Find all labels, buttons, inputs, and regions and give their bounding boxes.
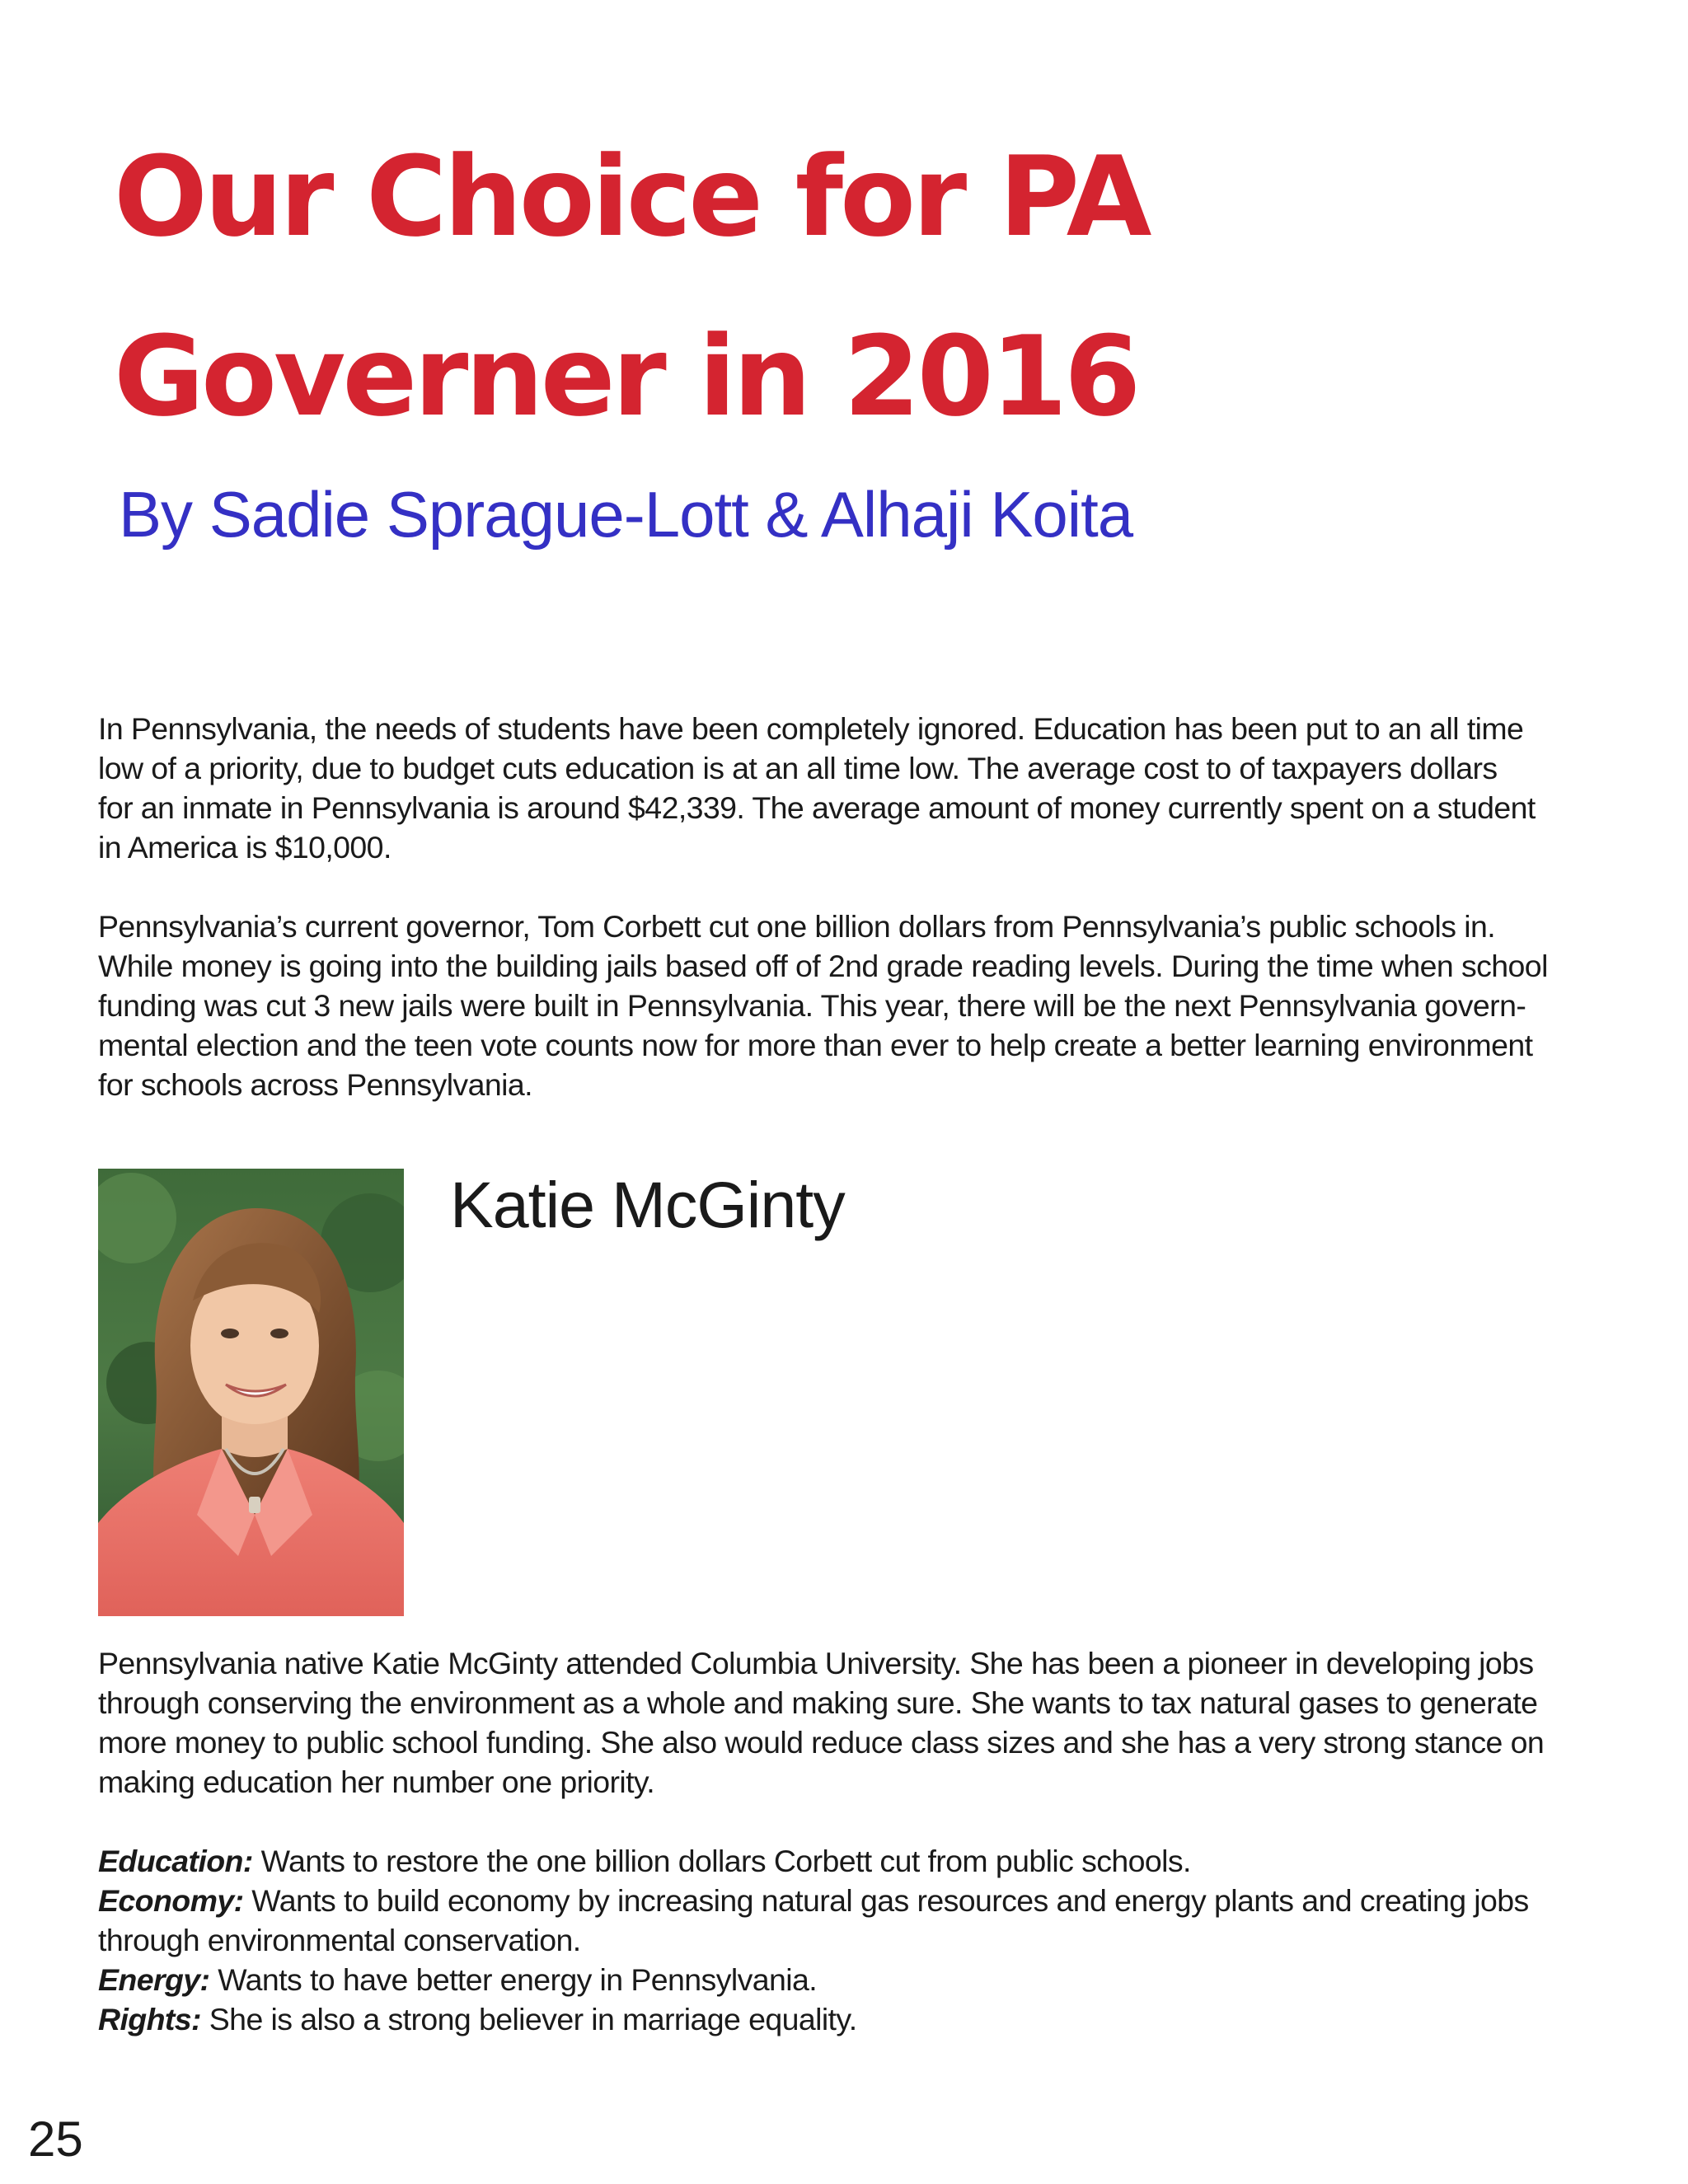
- position-text: Wants to build economy by increasing natural gas resources and energy plants and creating jobs: [243, 1883, 1529, 1918]
- intro-paragraph-line: low of a priority, due to budget cuts education is at an all time low. The average cost to of taxpayers dollars: [98, 751, 1498, 785]
- governor-paragraph-line: for schools across Pennsylvania.: [98, 1067, 532, 1102]
- intro-paragraph-line: in America is $10,000.: [98, 830, 392, 865]
- position-text: She is also a strong believer in marriage equality.: [200, 2002, 857, 2036]
- position-education: [98, 1841, 1598, 1881]
- position-energy: [98, 1960, 1598, 1999]
- candidate-bio: [98, 1643, 1598, 1802]
- position-text: Wants to restore the one billion dollars Corbett cut from public schools.: [252, 1844, 1191, 1878]
- intro-paragraph-line: In Pennsylvania, the needs of students have been completely ignored. Education has been put to an all time: [98, 711, 1524, 746]
- candidate-bio-line: through conserving the environment as a whole and making sure. She wants to tax natural gases to generate: [98, 1685, 1538, 1720]
- candidate-bio-line: making education her number one priority.: [98, 1765, 655, 1799]
- position-label: Energy:: [98, 1962, 210, 1997]
- governor-paragraph-line: While money is going into the building jails based off of 2nd grade reading levels. During the time when school: [98, 949, 1548, 983]
- position-label: Education:: [98, 1844, 253, 1878]
- governor-paragraph: [98, 907, 1598, 1104]
- candidate-bio-line: Pennsylvania native Katie McGinty attended Columbia University. She has been a pioneer in developing jobs: [98, 1646, 1534, 1680]
- candidate-bio-line: more money to public school funding. She also would reduce class sizes and she has a very strong stance on: [98, 1725, 1545, 1760]
- governor-paragraph-line: funding was cut 3 new jails were built in Pennsylvania. This year, there will be the next Pennsylvania govern-: [98, 988, 1526, 1023]
- position-label: Rights:: [98, 2002, 201, 2036]
- intro-paragraph-line: for an inmate in Pennsylvania is around $42,339. The average amount of money currently spent on a student: [98, 790, 1536, 825]
- article-title-line-1: Our Choice for PA: [114, 133, 1149, 261]
- page-number: 25: [28, 2111, 83, 2167]
- governor-paragraph-line: mental election and the teen vote counts now for more than ever to help create a better learning environment: [98, 1028, 1533, 1062]
- article-title-line-2: Governer in 2016: [114, 312, 1138, 441]
- position-text: through environmental conservation.: [98, 1923, 581, 1957]
- position-rights: [98, 1999, 1598, 2039]
- article-byline: By Sadie Sprague-Lott & Alhaji Koita: [119, 478, 1133, 551]
- position-text: Wants to have better energy in Pennsylvania.: [209, 1962, 818, 1997]
- candidate-positions: [98, 1841, 1598, 2039]
- position-label: Economy:: [98, 1883, 244, 1918]
- article-title: [114, 107, 1515, 466]
- position-economy: [98, 1881, 1598, 1960]
- governor-paragraph-line: Pennsylvania’s current governor, Tom Corbett cut one billion dollars from Pennsylvania’s public schools in.: [98, 909, 1496, 944]
- candidate-name: Katie McGinty: [450, 1168, 845, 1241]
- intro-paragraph: [98, 709, 1598, 867]
- candidate-photo: [98, 1169, 404, 1616]
